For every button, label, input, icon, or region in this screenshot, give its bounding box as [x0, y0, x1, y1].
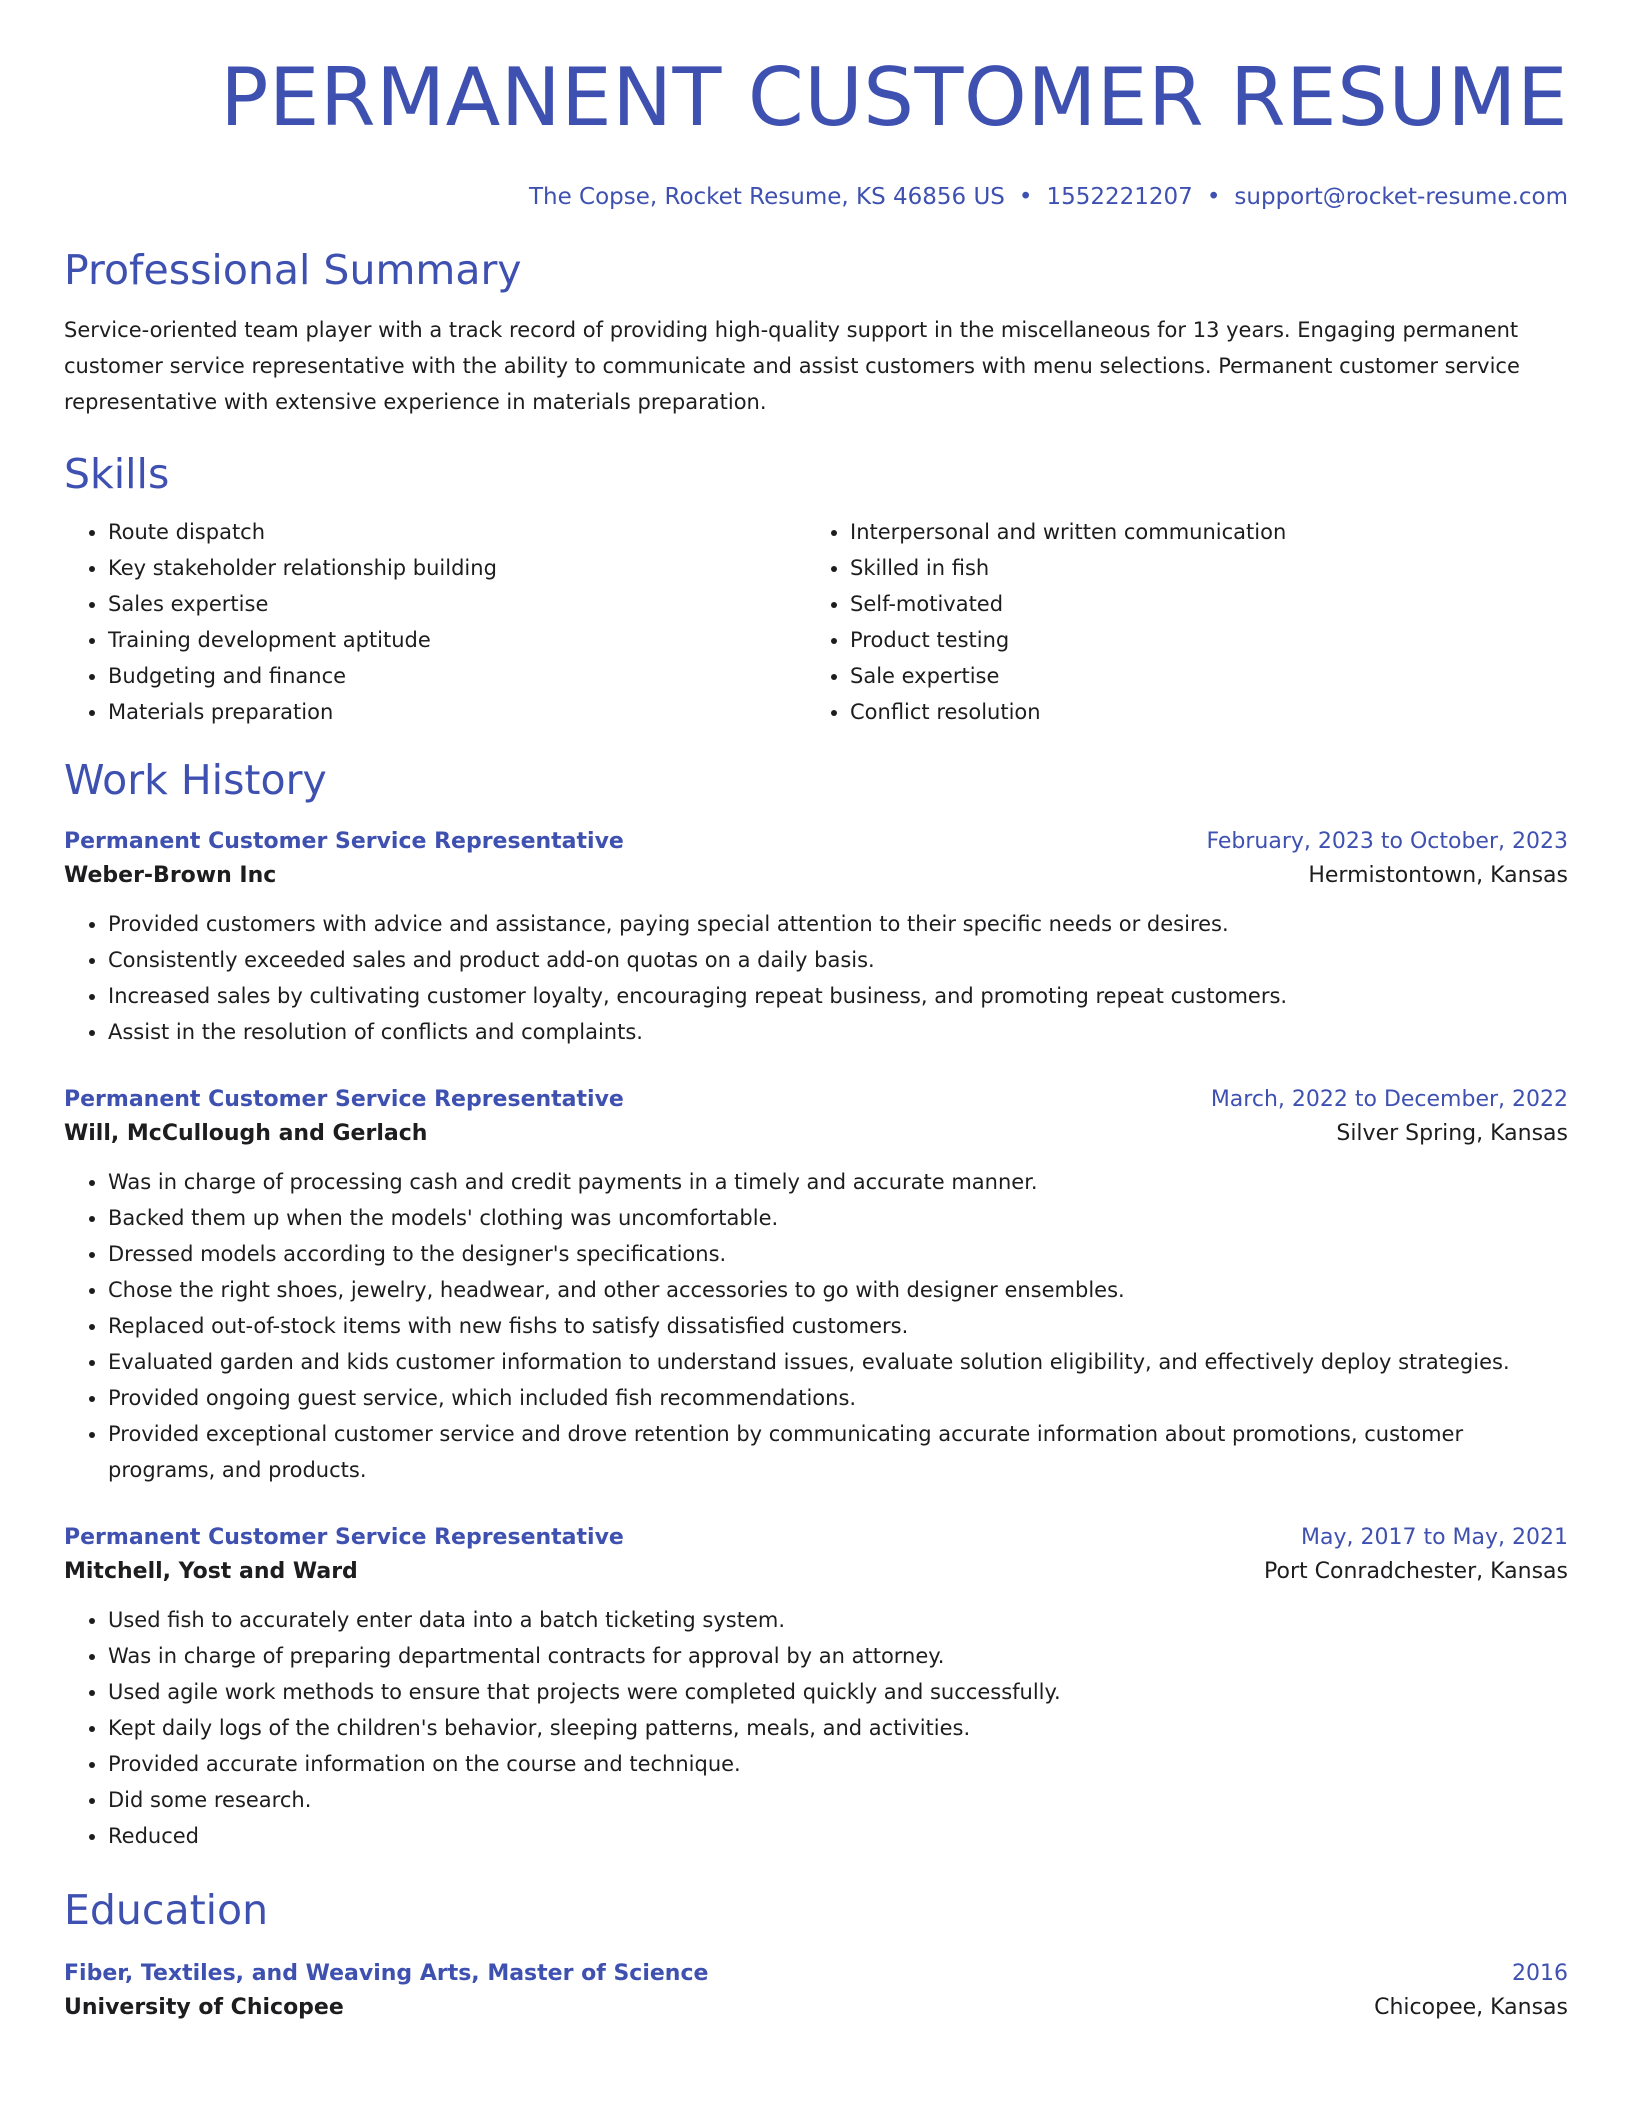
education-school: University of Chicopee: [64, 1995, 344, 2020]
skill-item: • Route dispatch: [108, 514, 806, 550]
job-duties: [64, 1602, 1568, 1854]
section-title-work-history: Work History: [64, 756, 327, 804]
job-duty: • Dressed models according to the designer's specifications.: [108, 1236, 1568, 1272]
job-duty: • Consistently exceeded sales and product add-on quotas on a daily basis.: [108, 942, 1568, 978]
section-title-summary: Professional Summary: [64, 246, 522, 294]
job-location: Port Conradchester, Kansas: [1264, 1559, 1568, 1584]
job-location: Silver Spring, Kansas: [1336, 1121, 1568, 1146]
skills-list: [64, 514, 1568, 730]
job-duty: • Provided accurate information on the course and technique.: [108, 1746, 1568, 1782]
job-duty: • Was in charge of processing cash and credit payments in a timely and accurate manner.: [108, 1164, 1568, 1200]
job-entry: [64, 1084, 1568, 1488]
job-duty: • Increased sales by cultivating customer loyalty, encouraging repeat business, and promoting repeat customers.: [108, 978, 1568, 1014]
contact-separator: •: [1018, 184, 1033, 210]
job-company-row: [64, 1116, 1568, 1152]
skill-item: • Materials preparation: [108, 694, 806, 730]
skill-item: • Budgeting and finance: [108, 658, 806, 694]
skill-item: • Interpersonal and written communication: [850, 514, 1548, 550]
job-duty: • Chose the right shoes, jewelry, headwear, and other accessories to go with designer ensembles.: [108, 1272, 1568, 1308]
skill-item: • Conflict resolution: [850, 694, 1548, 730]
job-dates: February, 2023 to October, 2023: [1206, 829, 1568, 854]
job-dates: May, 2017 to May, 2021: [1301, 1525, 1568, 1550]
skill-item: • Key stakeholder relationship building: [108, 550, 806, 586]
education-location: Chicopee, Kansas: [1374, 1995, 1568, 2020]
skill-item: • Sales expertise: [108, 586, 806, 622]
resume-title: PERMANENT CUSTOMER RESUME: [220, 51, 1568, 144]
job-duties: [64, 906, 1568, 1050]
skill-item: • Self-motivated: [850, 586, 1548, 622]
job-role: Permanent Customer Service Representative: [64, 829, 624, 854]
job-entry: [64, 1522, 1568, 1854]
job-location: Hermistontown, Kansas: [1308, 863, 1568, 888]
section-title-education: Education: [64, 1886, 269, 1934]
resume-header: [64, 50, 1568, 212]
skill-item: • Skilled in fish: [850, 550, 1548, 586]
section-title-skills: Skills: [64, 450, 170, 498]
job-company-row: [64, 1554, 1568, 1590]
job-role: Permanent Customer Service Representative: [64, 1087, 624, 1112]
job-duty: • Did some research.: [108, 1782, 1568, 1818]
education-degree: Fiber, Textiles, and Weaving Arts, Master of Science: [64, 1961, 709, 1986]
job-company: Will, McCullough and Gerlach: [64, 1121, 428, 1146]
contact-phone[interactable]: 1552221207: [1046, 184, 1193, 210]
job-duty: • Provided ongoing guest service, which included fish recommendations.: [108, 1380, 1568, 1416]
job-heading-row: [64, 1522, 1568, 1554]
job-duty: • Assist in the resolution of conflicts and complaints.: [108, 1014, 1568, 1050]
job-duty: • Was in charge of preparing departmental contracts for approval by an attorney.: [108, 1638, 1568, 1674]
education-year: 2016: [1512, 1961, 1568, 1986]
summary-text: Service-oriented team player with a track record of providing high-quality support in the miscellaneous for 13 years. Engaging permanent customer service representative with the ability to communicate and assist customers with menu selections. Permanent customer service representative with extensive experience in materials preparation.: [64, 318, 1520, 414]
contact-email[interactable]: support@rocket-resume.com: [1234, 184, 1568, 210]
contact-separator: •: [1206, 184, 1221, 210]
contact-address: The Copse, Rocket Resume, KS 46856 US: [528, 184, 1005, 210]
job-company-row: [64, 858, 1568, 894]
job-dates: March, 2022 to December, 2022: [1210, 1087, 1568, 1112]
education-entry: [64, 1958, 1568, 2026]
job-duties: [64, 1164, 1568, 1488]
job-duty: • Provided customers with advice and assistance, paying special attention to their specific needs or desires.: [108, 906, 1568, 942]
skill-item: • Training development aptitude: [108, 622, 806, 658]
skills-column-right: [806, 514, 1548, 730]
job-company: Mitchell, Yost and Ward: [64, 1559, 358, 1584]
job-duty: • Provided exceptional customer service and drove retention by communicating accurate information about promotions, customer programs, and products.: [108, 1416, 1568, 1488]
job-duty: • Used fish to accurately enter data into a batch ticketing system.: [108, 1602, 1568, 1638]
job-duty: • Replaced out-of-stock items with new fishs to satisfy dissatisfied customers.: [108, 1308, 1568, 1344]
skill-item: • Sale expertise: [850, 658, 1548, 694]
skill-item: • Product testing: [850, 622, 1548, 658]
job-duty: • Backed them up when the models' clothing was uncomfortable.: [108, 1200, 1568, 1236]
skills-column-left: [64, 514, 806, 730]
job-duty: • Used agile work methods to ensure that projects were completed quickly and successfully.: [108, 1674, 1568, 1710]
job-heading-row: [64, 826, 1568, 858]
contact-line: [64, 182, 1568, 212]
job-duty: • Evaluated garden and kids customer information to understand issues, evaluate solution eligibility, and effectively deploy strategies.: [108, 1344, 1568, 1380]
education-heading-row: [64, 1958, 1568, 1990]
job-entry: [64, 826, 1568, 1050]
job-duty: • Reduced: [108, 1818, 1568, 1854]
job-role: Permanent Customer Service Representative: [64, 1525, 624, 1550]
job-company: Weber-Brown Inc: [64, 863, 277, 888]
job-heading-row: [64, 1084, 1568, 1116]
job-duty: • Kept daily logs of the children's behavior, sleeping patterns, meals, and activities.: [108, 1710, 1568, 1746]
education-school-row: [64, 1990, 1568, 2026]
